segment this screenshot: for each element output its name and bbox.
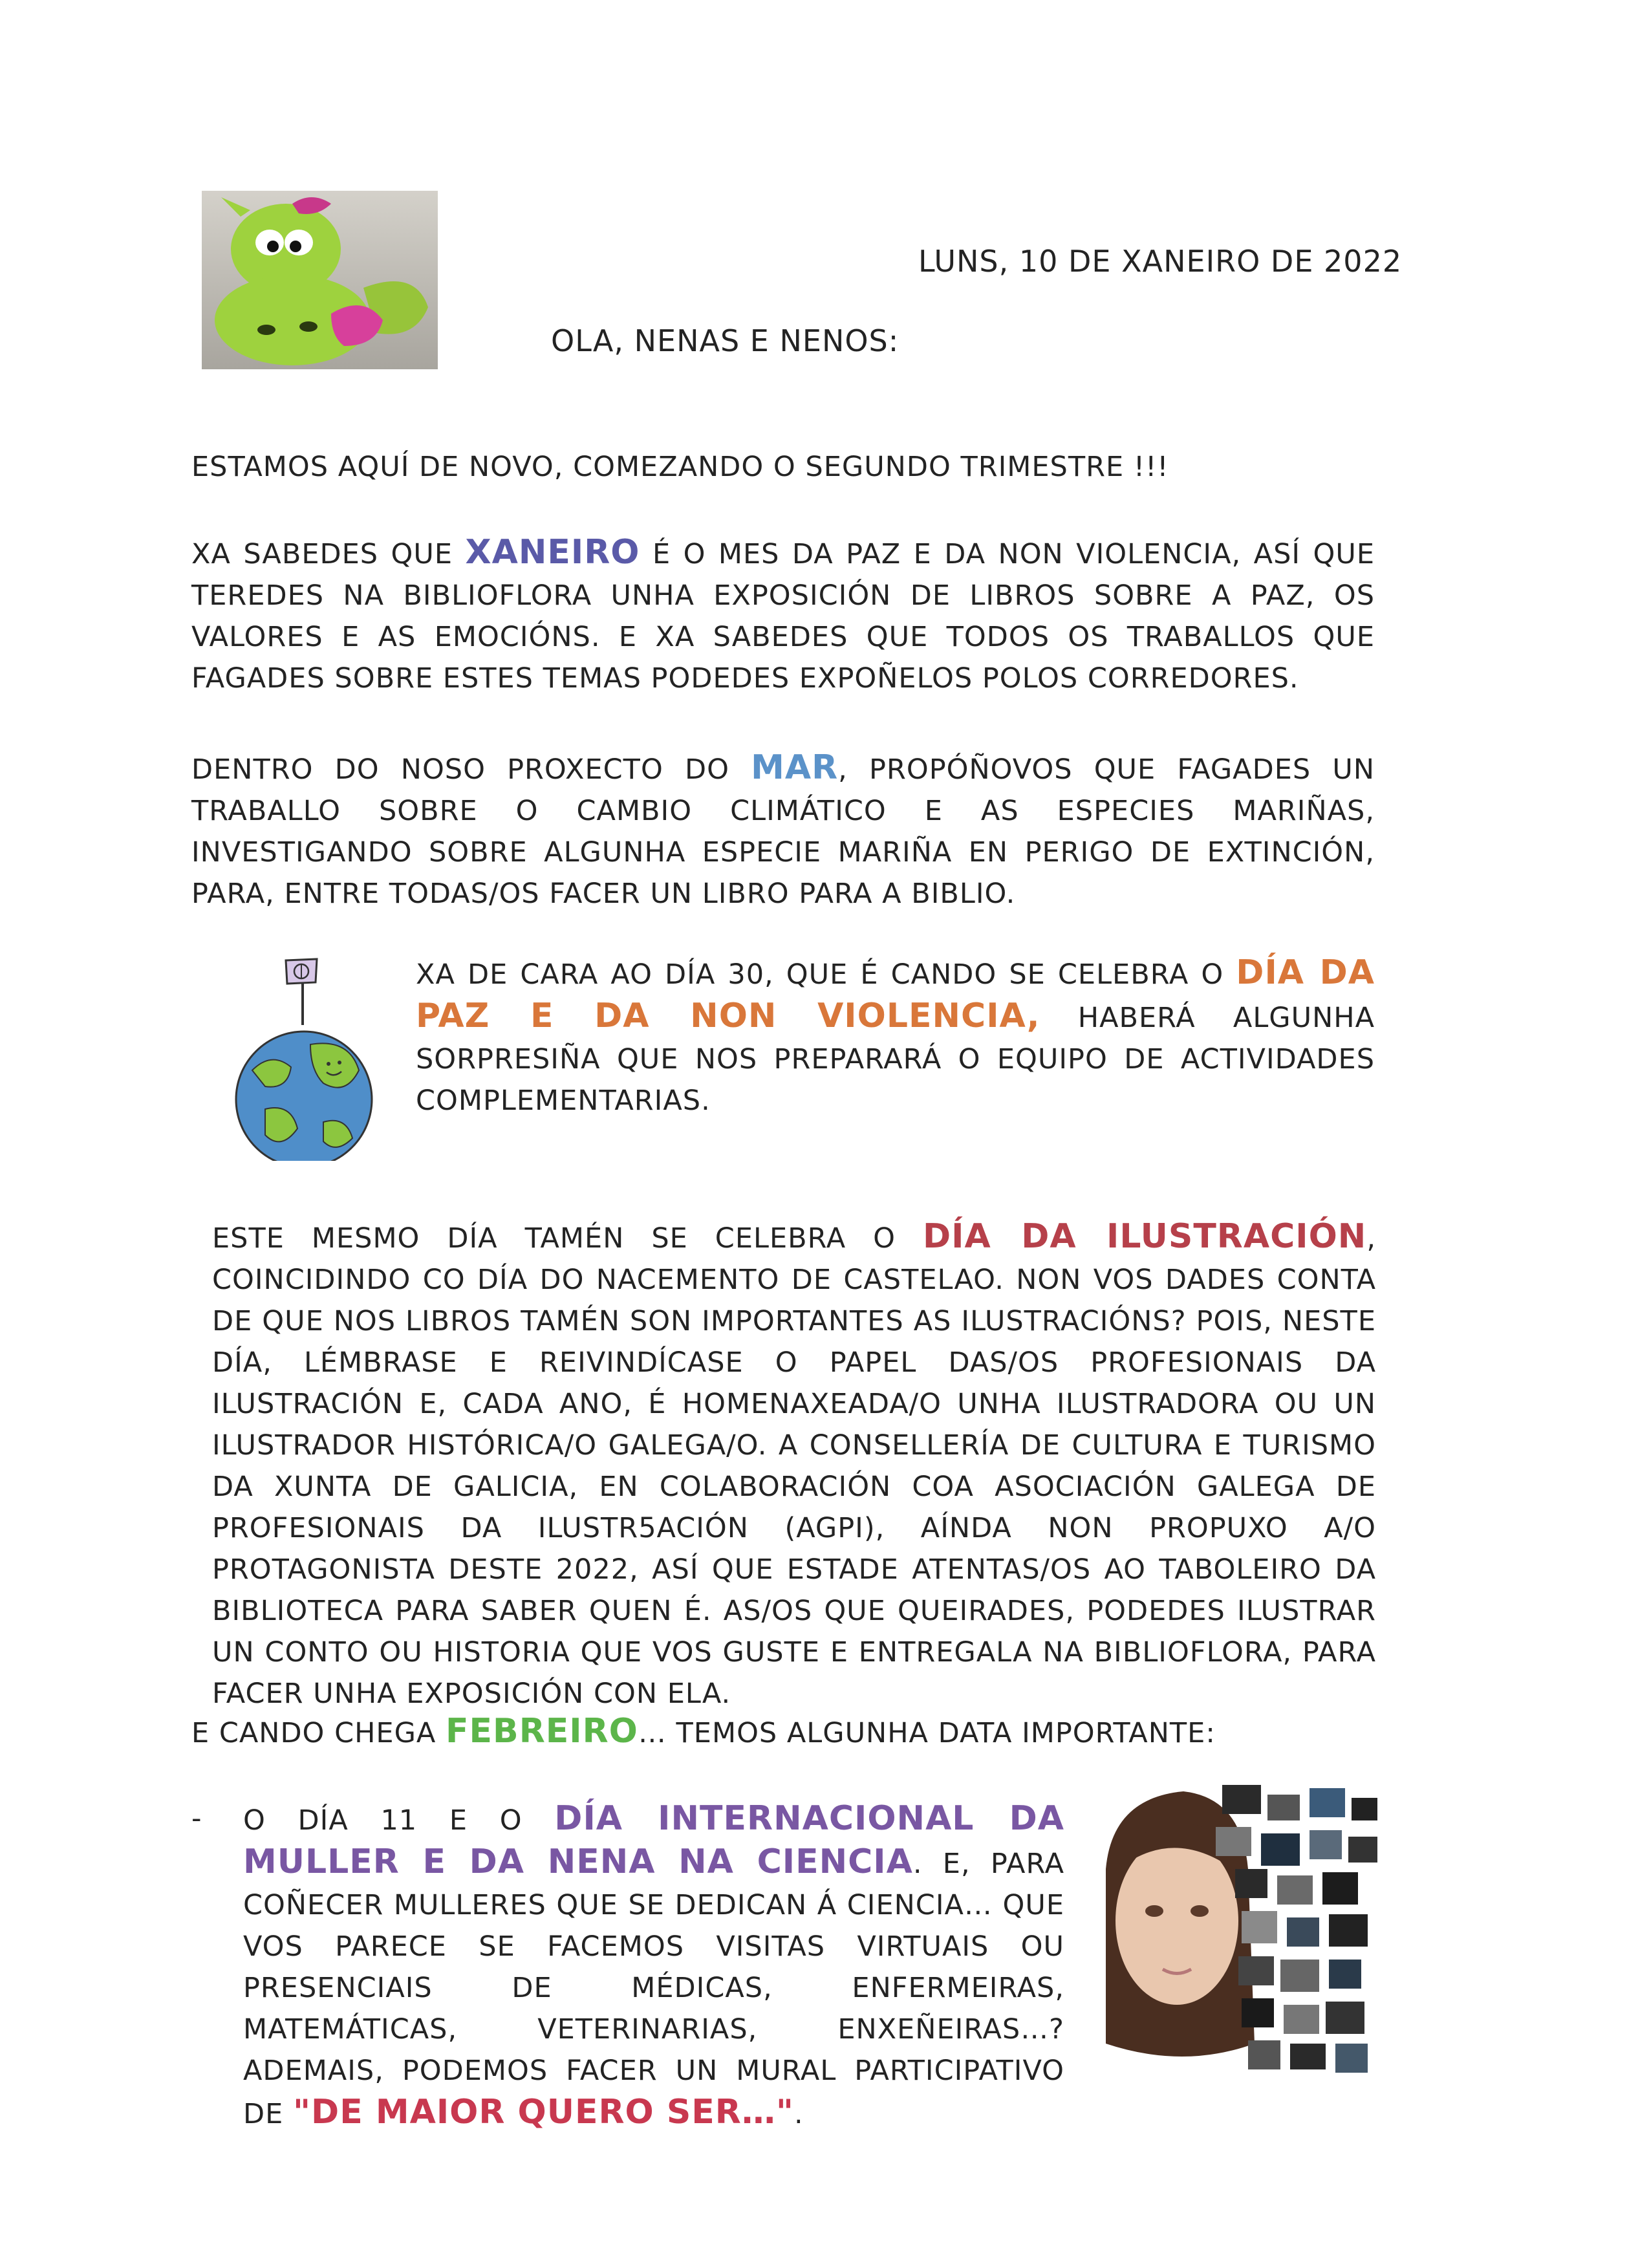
highlight-de-maior: "DE MAIOR QUERO SER…" xyxy=(292,2093,794,2132)
paragraph-xaneiro xyxy=(191,532,1375,699)
p3-text-a: DENTRO DO NOSO PROXECTO DO xyxy=(191,753,751,786)
highlight-xaneiro: XANEIRO xyxy=(465,533,640,572)
paragraph-febreiro xyxy=(191,1711,1407,1754)
p4-text-a: XA DE CARA AO DÍA 30, QUE É CANDO SE CELEBRA O xyxy=(416,958,1236,991)
paragraph-intro: ESTAMOS AQUÍ DE NOVO, COMEZANDO O SEGUNDO TRIMESTRE !!! xyxy=(191,451,1169,483)
paragraph-paz xyxy=(416,952,1375,1121)
peace-globe-image xyxy=(226,954,382,1161)
p7-text-c: . xyxy=(793,2098,804,2130)
highlight-dia-muller-ciencia: DÍA INTERNACIONAL DA MULLER E DA NENA NA CIENCIA xyxy=(243,1799,1064,1881)
highlight-dia-paz: DÍA DA PAZ E DA NON VIOLENCIA, xyxy=(416,953,1375,1035)
p3-text-b: , PROPÓÑOVOS QUE FAGADES UN TRABALLO SOBRE O CAMBIO CLIMÁTICO E AS ESPECIES MARIÑAS, INVESTIGANDO SOBRE ALGUNHA ESPECIE MARIÑA EN PERIGO DE EXTINCIÓN, PARA, ENTRE TODAS/OS FACER UN LIBRO PARA A BIBLIO. xyxy=(191,753,1375,910)
letter-greeting: OLA, NENAS E NENOS: xyxy=(551,323,900,358)
paragraph-ilustracion xyxy=(212,1216,1376,1714)
paragraph-mar xyxy=(191,747,1375,914)
letter-date: LUNS, 10 DE XANEIRO DE 2022 xyxy=(918,244,1403,279)
paragraph-muller-ciencia xyxy=(243,1798,1064,2135)
p2-text-a: XA SABEDES QUE xyxy=(191,538,466,570)
highlight-dia-ilustracion: DÍA DA ILUSTRACIÓN xyxy=(923,1217,1367,1256)
p5-text-b: , COINCIDINDO CO DÍA DO NACEMENTO DE CASTELAO. NON VOS DADES CONTA DE QUE NOS LIBROS TAMÉN SON IMPORTANTES AS ILUSTRACIÓNS? POIS, NESTE DÍA, LÉMBRASE E REIVINDÍCASE O PAPEL DAS/OS PROFESIONAIS DA ILUSTRACIÓN E, CADA ANO, É HOMENAXEADA/O UNHA ILUSTRADORA OU UN ILUSTRADOR HISTÓRICA/O GALEGA/O. A CONSELLERÍA DE CULTURA E TURISMO DA XUNTA DE GALICIA, EN COLABORACIÓN COA ASOCIACIÓN GALEGA DE PROFESIONAIS DA ILUSTR5ACIÓN (AGPI), AÍNDA NON PROPUXO A/O PROTAGONISTA DESTE 2022, ASÍ QUE ESTADE ATENTAS/OS AO TABOLEIRO DA BIBLIOTECA PARA SABER QUEN É. AS/OS QUE QUEIRADES, PODEDES ILUSTRAR UN CONTO OU HISTORIA QUE VOS GUSTE E ENTREGALA NA BIBLIOFLORA, PARA FACER UNHA EXPOSICIÓN CON ELA. xyxy=(212,1222,1376,1710)
highlight-febreiro: FEBREIRO xyxy=(446,1712,638,1751)
p7-text-a: O DÍA 11 E O xyxy=(243,1804,555,1837)
highlight-mar: MAR xyxy=(751,748,839,787)
dragon-plush-image xyxy=(202,191,438,369)
p6-text-a: E CANDO CHEGA xyxy=(191,1717,446,1749)
p5-text-a: ESTE MESMO DÍA TAMÉN SE CELEBRA O xyxy=(212,1222,923,1255)
p7-text-b: . E, PARA COÑECER MULLERES QUE SE DEDICAN Á CIENCIA… QUE VOS PARECE SE FACEMOS VISITAS VIRTUAIS OU PRESENCIAIS DE MÉDICAS, ENFERMEIRAS, MATEMÁTICAS, VETERINARIAS, ENXEÑEIRAS…? ADEMAIS, PODEMOS FACER UN MURAL PARTICIPATIVO DE xyxy=(243,1848,1065,2130)
p4-text-b: HABERÁ ALGUNHA SORPRESIÑA QUE NOS PREPARARÁ O EQUIPO DE ACTIVIDADES COMPLEMENTARIAS. xyxy=(416,1002,1375,1117)
p6-text-b: … TEMOS ALGUNHA DATA IMPORTANTE: xyxy=(638,1717,1216,1749)
p2-text-b: É O MES DA PAZ E DA NON VIOLENCIA, ASÍ QUE TEREDES NA BIBLIOFLORA UNHA EXPOSICIÓN DE LIBROS SOBRE A PAZ, OS VALORES E AS EMOCIÓNS. E XA SABEDES QUE TODOS OS TRABALLOS QUE FAGADES SOBRE ESTES TEMAS PODEDES EXPOÑELOS POLOS CORREDORES. xyxy=(191,538,1375,695)
girl-science-collage-image xyxy=(1086,1772,1384,2082)
bullet-dash: - xyxy=(191,1802,202,1835)
